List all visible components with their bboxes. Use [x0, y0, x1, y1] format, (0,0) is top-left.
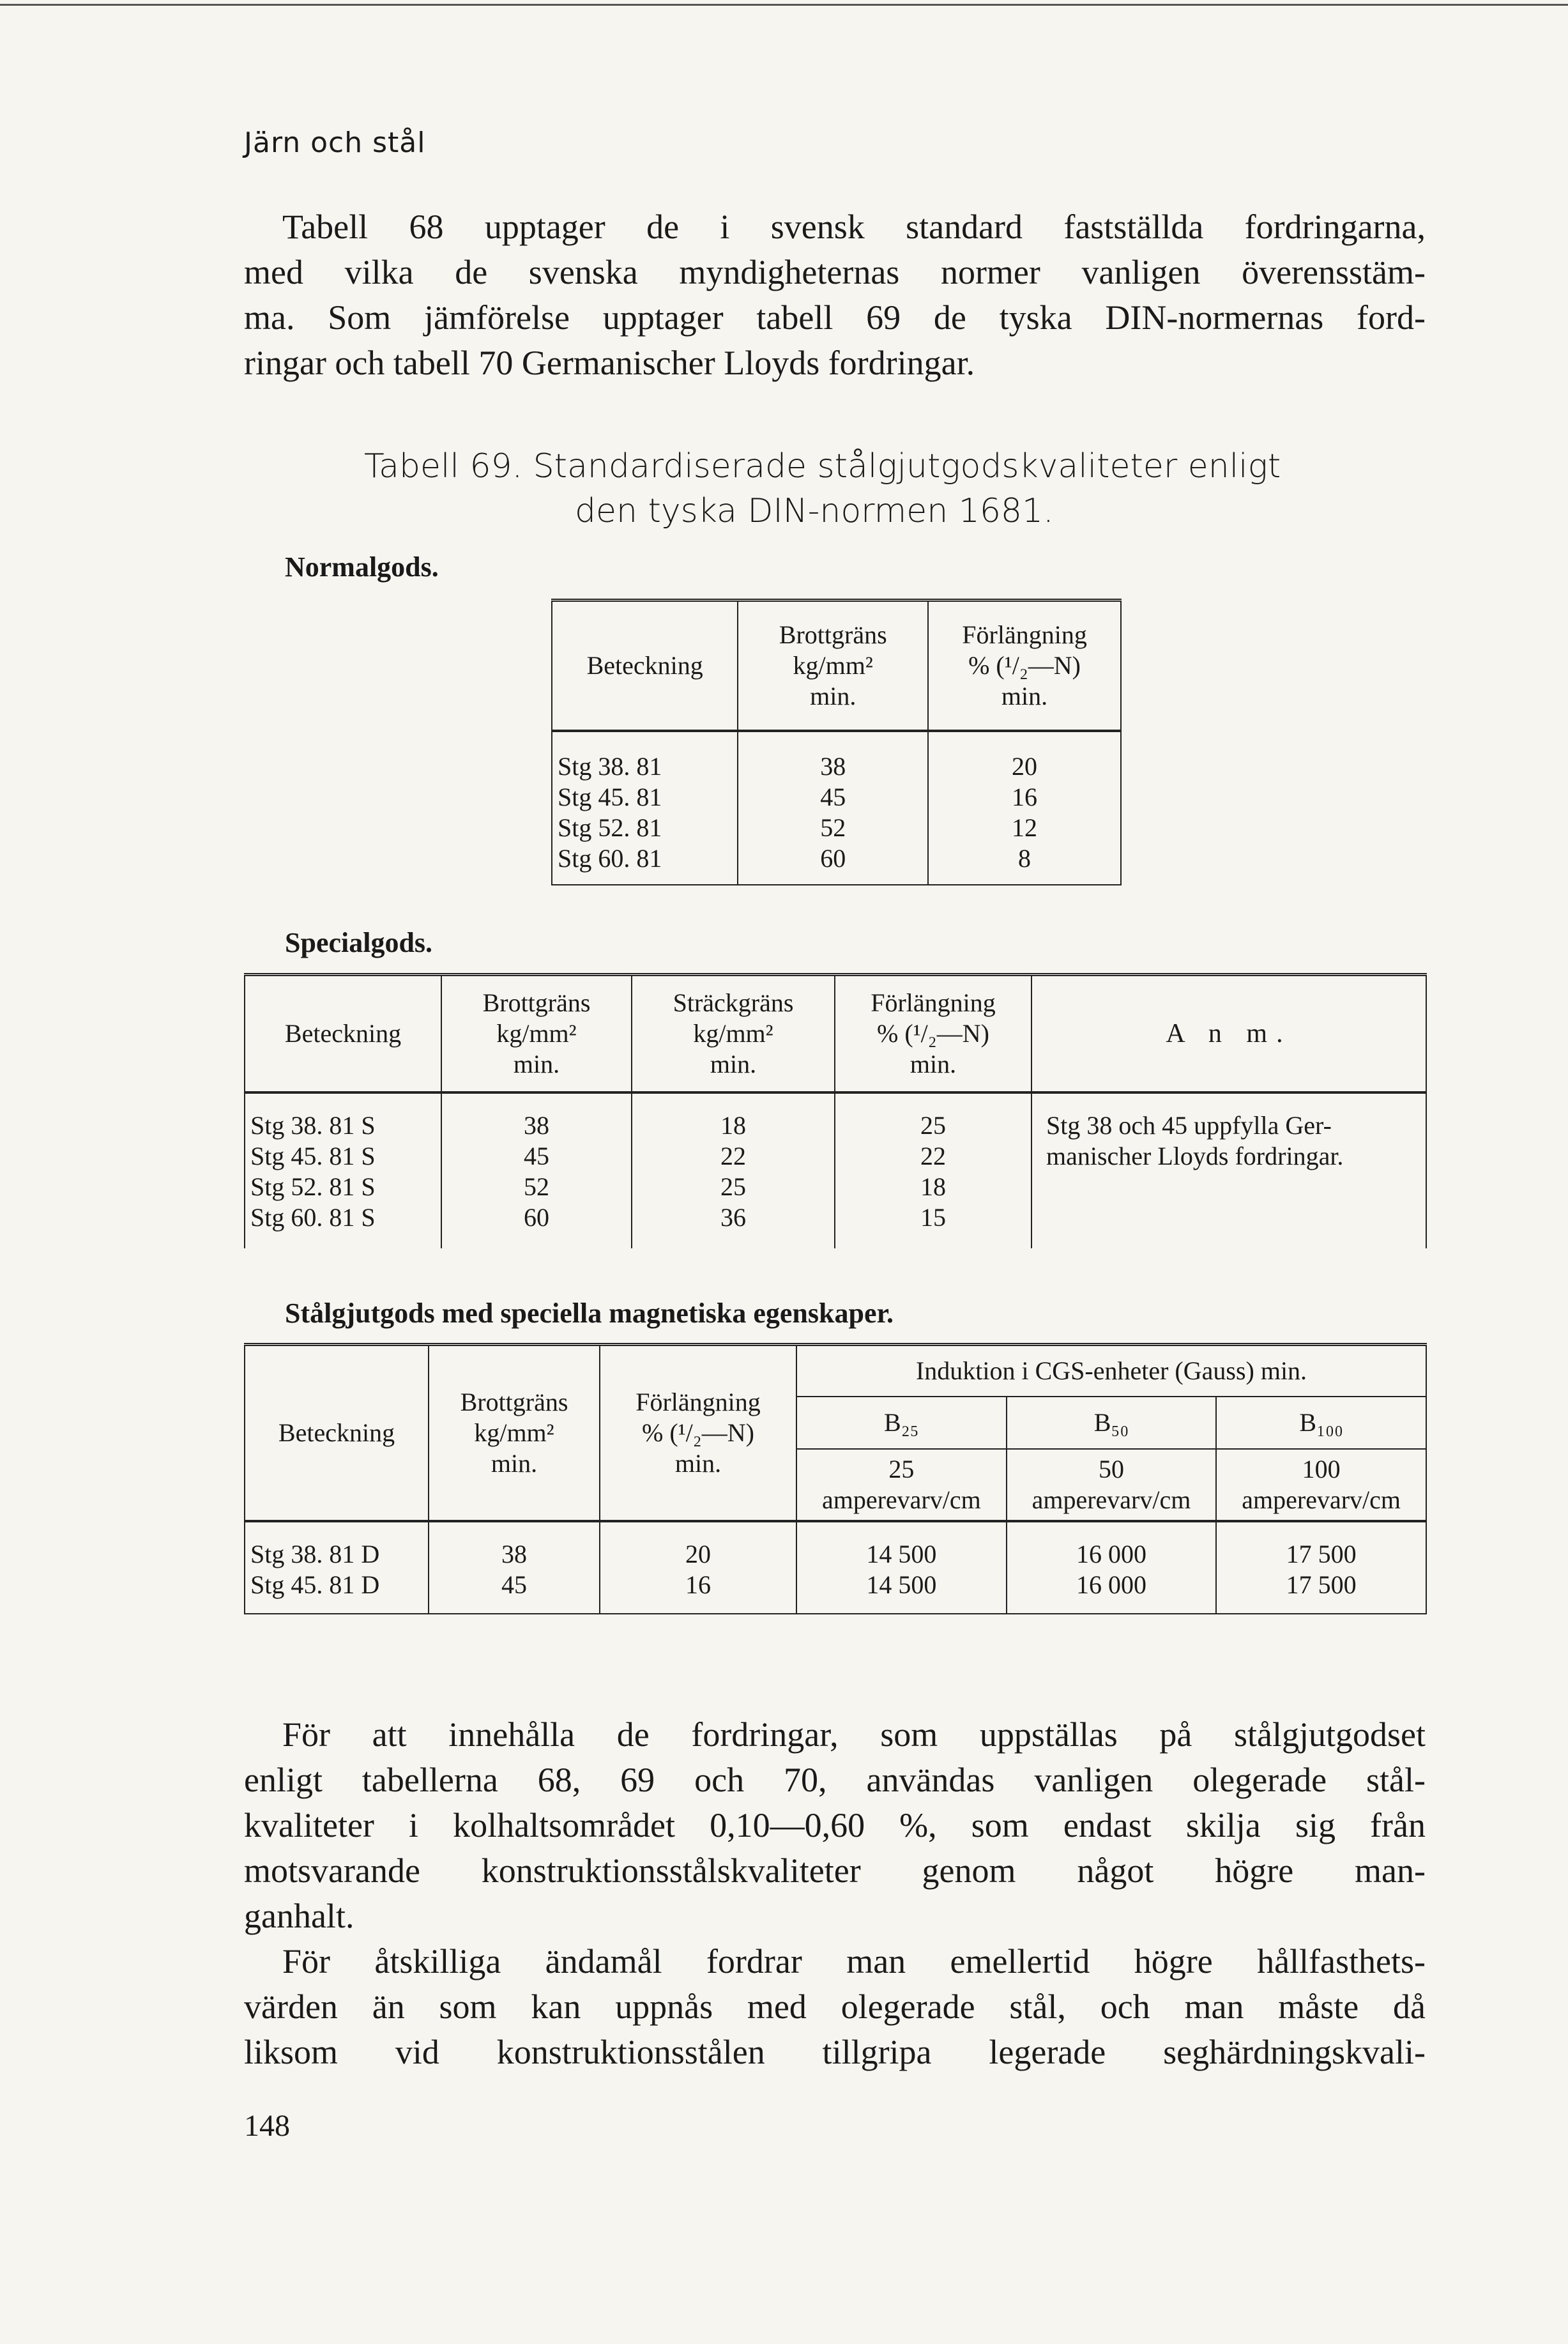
cell: 18 [835, 1172, 1031, 1202]
cell: 17 500 [1216, 1570, 1426, 1614]
normalgods-heading: Normalgods. [285, 551, 439, 583]
col-header: Beteckning [245, 975, 441, 1093]
col-header-line: kg/mm² [693, 1019, 773, 1048]
cell: 16 [600, 1570, 796, 1614]
body-line: För åtskilliga ändamål fordrar man emellertid högre hållfasthets- [282, 1942, 1426, 1980]
col-header [600, 1345, 796, 1522]
caption-line-2: den tyska DIN-normen 1681. [575, 492, 1054, 530]
table-row [245, 1570, 1426, 1614]
col-header-line: min. [810, 682, 856, 710]
caption-line-1: Tabell 69. Standardiserade stålgjutgodskvaliteter enligt [364, 447, 1281, 486]
col-header [835, 975, 1031, 1093]
col-header-line: Brottgräns [460, 1388, 568, 1416]
cell: 38 [429, 1521, 600, 1570]
cell: 45 [441, 1141, 632, 1172]
intro-line: Tabell 68 upptager de i svensk standard fastställda fordringarna, [282, 208, 1426, 246]
normalgods-table [551, 599, 1122, 885]
col-header [928, 601, 1121, 732]
table-caption [364, 444, 1386, 533]
body-line: liksom vid konstruktionsstålen tillgripa legerade seghärdningskvali- [244, 2033, 1426, 2071]
col-header-line: min. [710, 1050, 757, 1078]
b-value: 100 [1302, 1455, 1341, 1483]
col-header-line: kg/mm² [793, 651, 873, 680]
table-row [552, 731, 1121, 782]
col-header-line: kg/mm² [496, 1019, 577, 1048]
magnetic-table [244, 1343, 1427, 1614]
cell: Stg 60. 81 S [245, 1202, 441, 1248]
cell: 16 000 [1007, 1570, 1217, 1614]
col-header-line: % (¹/₂—N) [642, 1418, 754, 1447]
col-header-line: Förlängning [871, 988, 996, 1017]
cell: 22 [632, 1141, 835, 1172]
cell: 20 [600, 1521, 796, 1570]
table-row [552, 813, 1121, 843]
cell: 38 [738, 731, 928, 782]
b-unit: amperevarv/cm [1242, 1485, 1401, 1514]
cell: 12 [928, 813, 1121, 843]
specialgods-heading: Specialgods. [285, 927, 433, 958]
cell: 25 [835, 1092, 1031, 1141]
cell: 60 [441, 1202, 632, 1248]
col-header-line: % (¹/₂—N) [877, 1019, 989, 1048]
col-header-line: Sträckgräns [673, 988, 794, 1017]
col-header-line: Förlängning [962, 620, 1087, 649]
body-line: enligt tabellerna 68, 69 och 70, användas vanligen olegerade stål- [244, 1761, 1426, 1799]
col-header: Beteckning [552, 601, 738, 732]
cell: 38 [441, 1092, 632, 1141]
note-cell [1031, 1092, 1426, 1248]
col-header-line: min. [910, 1050, 957, 1078]
b25-value [796, 1449, 1007, 1521]
cell: Stg 45. 81 S [245, 1141, 441, 1172]
cell: Stg 60. 81 [552, 843, 738, 885]
body-line: motsvarande konstruktionsstålskvaliteter genom något högre man- [244, 1851, 1426, 1890]
cell: 45 [429, 1570, 600, 1614]
cell: Stg 38. 81 [552, 731, 738, 782]
col-header-line: kg/mm² [474, 1418, 554, 1447]
table-header-row [552, 601, 1121, 732]
b100-label: B₁₀₀ [1216, 1397, 1426, 1449]
cell: 25 [632, 1172, 835, 1202]
col-header-line: Förlängning [636, 1388, 761, 1416]
cell: 45 [738, 782, 928, 813]
cell: 60 [738, 843, 928, 885]
table-header-row [245, 975, 1426, 1093]
b50-value [1007, 1449, 1217, 1521]
intro-line: ma. Som jämförelse upptager tabell 69 de tyska DIN-normernas ford- [244, 298, 1426, 337]
specialgods-table [244, 973, 1427, 1248]
col-header [441, 975, 632, 1093]
cell: Stg 52. 81 [552, 813, 738, 843]
cell: 17 500 [1216, 1521, 1426, 1570]
note-line: manischer Lloyds fordringar. [1046, 1142, 1344, 1170]
col-header-line: min. [1001, 682, 1048, 710]
cell: Stg 45. 81 D [245, 1570, 429, 1614]
running-header: Järn och stål [244, 126, 426, 159]
col-header: A n m. [1031, 975, 1426, 1093]
cell: 14 500 [796, 1570, 1007, 1614]
b-value: 50 [1098, 1455, 1124, 1483]
note-line: Stg 38 och 45 uppfylla Ger- [1046, 1111, 1332, 1140]
b-value: 25 [888, 1455, 915, 1483]
intro-paragraph [244, 204, 1426, 386]
cell: 20 [928, 731, 1121, 782]
cell: Stg 45. 81 [552, 782, 738, 813]
col-header [429, 1345, 600, 1522]
col-header-line: min. [674, 1449, 722, 1478]
cell: 36 [632, 1202, 835, 1248]
intro-line: med vilka de svenska myndigheternas normer vanligen överensstäm- [244, 253, 1426, 291]
body-line: ganhalt. [244, 1897, 354, 1935]
cell: Stg 52. 81 S [245, 1172, 441, 1202]
page-number: 148 [244, 2109, 290, 2143]
col-header: Beteckning [245, 1345, 429, 1522]
induction-header: Induktion i CGS-enheter (Gauss) min. [796, 1345, 1426, 1397]
col-header-line: min. [513, 1050, 560, 1078]
body-line: För att innehålla de fordringar, som uppställas på stålgjutgodset [282, 1715, 1426, 1754]
body-paragraph-2 [244, 1939, 1426, 2075]
cell: 16 [928, 782, 1121, 813]
table-row [245, 1521, 1426, 1570]
col-header-line: % (¹/₂—N) [968, 651, 1081, 680]
intro-line: ringar och tabell 70 Germanischer Lloyds fordringar. [244, 344, 975, 382]
cell: 15 [835, 1202, 1031, 1248]
body-line: värden än som kan uppnås med olegerade stål, och man måste då [244, 1988, 1426, 2026]
cell: Stg 38. 81 D [245, 1521, 429, 1570]
col-header [738, 601, 928, 732]
col-header-line: Brottgräns [482, 988, 591, 1017]
body-paragraph-1 [244, 1712, 1426, 1939]
table-row [552, 843, 1121, 885]
magnetic-heading: Stålgjutgods med speciella magnetiska egenskaper. [285, 1298, 894, 1329]
cell: Stg 38. 81 S [245, 1092, 441, 1141]
b25-label: B₂₅ [796, 1397, 1007, 1449]
table-row [552, 782, 1121, 813]
cell: 8 [928, 843, 1121, 885]
top-rule [0, 4, 1568, 6]
col-header-line: min. [491, 1449, 538, 1478]
cell: 22 [835, 1141, 1031, 1172]
b100-value [1216, 1449, 1426, 1521]
b-unit: amperevarv/cm [821, 1485, 981, 1514]
b50-label: B₅₀ [1007, 1397, 1217, 1449]
table-row [245, 1092, 1426, 1141]
cell: 14 500 [796, 1521, 1007, 1570]
col-header [632, 975, 835, 1093]
col-header-line: Brottgräns [779, 620, 887, 649]
body-line: kvaliteter i kolhaltsområdet 0,10—0,60 %, som endast skilja sig från [244, 1806, 1426, 1844]
table-header-row [245, 1345, 1426, 1397]
b-unit: amperevarv/cm [1031, 1485, 1191, 1514]
cell: 52 [738, 813, 928, 843]
cell: 16 000 [1007, 1521, 1217, 1570]
cell: 52 [441, 1172, 632, 1202]
cell: 18 [632, 1092, 835, 1141]
